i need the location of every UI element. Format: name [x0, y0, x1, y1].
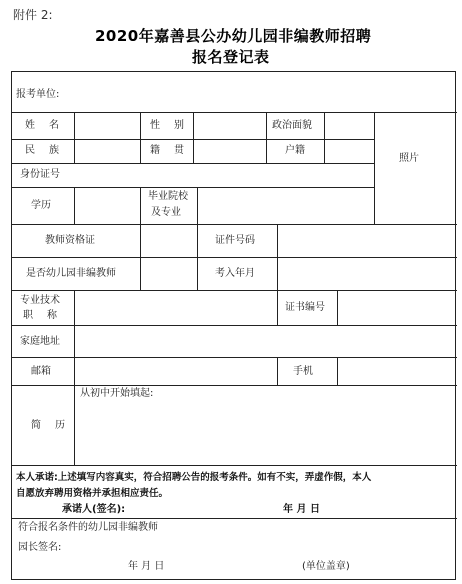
address-label: 家庭地址 — [20, 336, 60, 347]
mobile-label: 手机 — [293, 366, 313, 377]
is-noncadre-label: 是否幼儿园非编教师 — [26, 268, 116, 279]
promise-text-line1: 本人承诺:上述填写内容真实，符合招聘公告的报考条件。如有不实，弄虚作假，本人 — [16, 472, 372, 483]
cert-number-label: 证书编号 — [285, 302, 325, 313]
teacher-cert-label: 教师资格证 — [45, 235, 95, 246]
row-line — [11, 325, 457, 326]
qualify-text: 符合报名条件的幼儿园非编教师 — [18, 522, 158, 533]
row-line — [11, 224, 457, 225]
col-line — [266, 112, 267, 163]
professional-title-line1: 专业技术 — [20, 295, 60, 306]
row-line — [11, 357, 457, 358]
education-label: 学历 — [31, 200, 51, 211]
native-place-label: 籍贯 — [150, 145, 198, 156]
bottom-date: 年 月 日 — [128, 561, 165, 572]
join-date-label: 考入年月 — [215, 268, 255, 279]
cert-no-label: 证件号码 — [215, 235, 255, 246]
row-line — [11, 163, 374, 164]
col-line — [197, 187, 198, 224]
col-line — [337, 357, 338, 385]
col-line — [337, 290, 338, 325]
resume-label: 简历 — [31, 420, 79, 431]
col-line — [197, 224, 198, 290]
row-line — [11, 187, 374, 188]
form-title: 2020年嘉善县公办幼儿园非编教师招聘 — [95, 27, 372, 45]
promise-text-line2: 自愿放弃聘用资格并承担相应责任。 — [16, 488, 169, 499]
school-label-line1: 毕业院校 — [148, 191, 188, 202]
col-line — [277, 224, 278, 290]
col-line — [74, 187, 75, 224]
row-line — [11, 290, 457, 291]
school-label-line2: 及专业 — [151, 207, 181, 218]
ethnicity-label: 民族 — [25, 145, 73, 156]
col-line — [374, 112, 375, 224]
signer-label: 承诺人(签名): — [62, 504, 126, 515]
resume-hint: 从初中开始填起: — [80, 388, 154, 399]
col-line — [74, 112, 75, 163]
gender-label: 性别 — [150, 120, 198, 131]
col-line — [277, 357, 278, 385]
row-line — [11, 257, 457, 258]
attachment-label: 附件 2: — [13, 8, 53, 22]
photo-label: 照片 — [399, 153, 419, 164]
household-label: 户籍 — [285, 145, 305, 156]
col-line — [277, 290, 278, 325]
unit-label: 报考单位: — [16, 89, 60, 100]
col-line — [324, 112, 325, 163]
col-line — [74, 290, 75, 465]
professional-title-line2: 职称 — [23, 310, 71, 321]
principal-sign-label: 园长签名: — [18, 542, 62, 553]
signer-date: 年 月 日 — [283, 504, 320, 515]
col-line — [140, 224, 141, 290]
col-line — [140, 187, 141, 224]
stamp-label: (单位盖章) — [302, 561, 350, 572]
row-line — [11, 112, 457, 113]
postcode-label: 邮箱 — [31, 366, 51, 377]
row-line — [11, 465, 457, 466]
form-subtitle: 报名登记表 — [192, 48, 270, 66]
row-line — [11, 518, 457, 519]
id-number-label: 身份证号 — [20, 169, 60, 180]
col-line — [140, 112, 141, 163]
name-label: 姓名 — [25, 120, 73, 131]
political-label: 政治面貌 — [272, 120, 312, 131]
row-line — [11, 385, 457, 386]
